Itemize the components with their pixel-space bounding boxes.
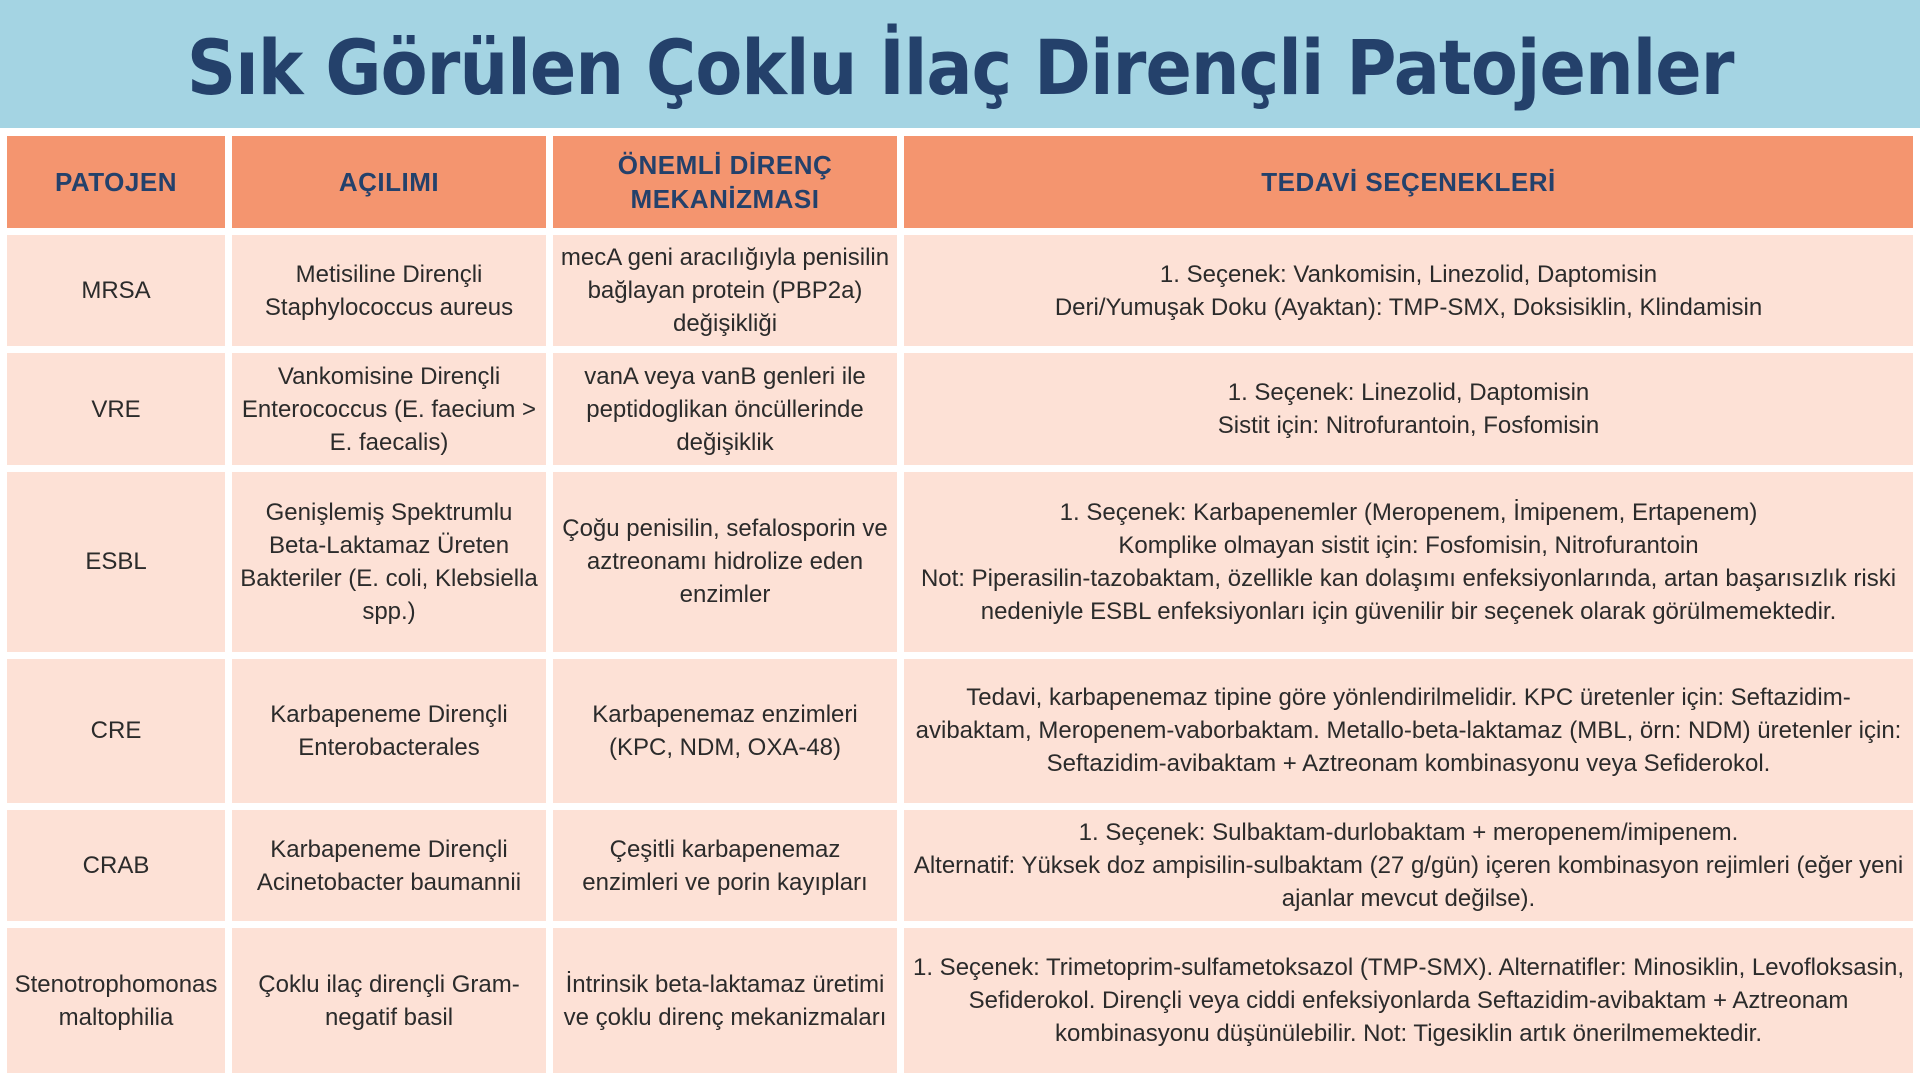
title-banner <box>0 0 1920 128</box>
table-row <box>7 810 1913 921</box>
cell-treatment <box>904 235 1913 346</box>
treatment-line: Komplike olmayan sistit için: Fosfomisin, Nitrofurantoin <box>1118 531 1699 559</box>
cell-treatment <box>904 659 1913 803</box>
table-header-row <box>7 136 1913 228</box>
table-row <box>7 472 1913 652</box>
cell-treatment <box>904 472 1913 652</box>
cell-mechanism: Karbapenemaz enzimleri (KPC, NDM, OXA-48) <box>553 659 897 803</box>
treatment-line: 1. Seçenek: Karbapenemler (Meropenem, İmipenem, Ertapenem) <box>1059 498 1758 526</box>
cell-pathogen: Stenotrophomonas maltophilia <box>7 928 225 1073</box>
header-expansion: AÇILIMI <box>232 136 546 228</box>
cell-expansion: Karbapeneme Dirençli Acinetobacter baumannii <box>232 810 546 921</box>
table-row <box>7 659 1913 803</box>
cell-mechanism: İntrinsik beta-laktamaz üretimi ve çoklu direnç mekanizmaları <box>553 928 897 1073</box>
cell-mechanism: Çeşitli karbapenemaz enzimleri ve porin kayıpları <box>553 810 897 921</box>
cell-treatment <box>904 810 1913 921</box>
page-title: Sık Görülen Çoklu İlaç Dirençli Patojenler <box>186 22 1734 112</box>
cell-mechanism: Çoğu penisilin, sefalosporin ve aztreonamı hidrolize eden enzimler <box>553 472 897 652</box>
cell-pathogen: CRE <box>7 659 225 803</box>
cell-mechanism: mecA geni aracılığıyla penisilin bağlayan protein (PBP2a) değişikliği <box>553 235 897 346</box>
cell-pathogen: CRAB <box>7 810 225 921</box>
treatment-line: Sistit için: Nitrofurantoin, Fosfomisin <box>1217 412 1600 440</box>
cell-expansion: Metisiline Dirençli Staphylococcus aureus <box>232 235 546 346</box>
treatment-line: 1. Seçenek: Linezolid, Daptomisin <box>1227 379 1590 407</box>
cell-mechanism: vanA veya vanB genleri ile peptidoglikan öncüllerinde değişiklik <box>553 353 897 464</box>
treatment-line: Alternatif: Yüksek doz ampisilin-sulbaktam (27 g/gün) içeren kombinasyon rejimleri (eğer yeni ajanlar mevcut değilse). <box>913 852 1904 913</box>
table-row <box>7 928 1913 1073</box>
treatment-line: 1. Seçenek: Sulbaktam-durlobaktam + meropenem/imipenem. <box>1078 819 1739 847</box>
table-row <box>7 353 1913 464</box>
cell-expansion: Genişlemiş Spektrumlu Beta-Laktamaz Üreten Bakteriler (E. coli, Klebsiella spp.) <box>232 472 546 652</box>
cell-expansion: Vankomisine Dirençli Enterococcus (E. faecium > E. faecalis) <box>232 353 546 464</box>
cell-pathogen: MRSA <box>7 235 225 346</box>
treatment-line: Tedavi, karbapenemaz tipine göre yönlendirilmelidir. KPC üretenler için: Seftazidim-avibaktam, Meropenem-vaborbaktam. Metallo-beta-laktamaz (MBL, örn: NDM) üretenler için: Seftazidim-avibaktam + Aztreonam kombinasyonu veya Sefiderokol. <box>915 684 1902 778</box>
cell-treatment <box>904 928 1913 1073</box>
treatment-line: Deri/Yumuşak Doku (Ayaktan): TMP-SMX, Doksisiklin, Klindamisin <box>1054 293 1763 321</box>
table-row <box>7 235 1913 346</box>
header-pathogen: PATOJEN <box>7 136 225 228</box>
treatment-line: 1. Seçenek: Trimetoprim-sulfametoksazol (TMP-SMX). Alternatifler: Minosiklin, Levofloksasin, Sefiderokol. Dirençli veya ciddi enfeksiyonlarda Seftazidim-avibaktam + Aztreonam kombinasyonu düşünülebilir. Not: Tigesiklin artık önerilmemektedir. <box>913 954 1904 1048</box>
cell-treatment <box>904 353 1913 464</box>
cell-pathogen: ESBL <box>7 472 225 652</box>
treatment-line: 1. Seçenek: Vankomisin, Linezolid, Daptomisin <box>1159 260 1658 288</box>
pathogen-table <box>0 129 1920 1080</box>
treatment-line: Not: Piperasilin-tazobaktam, özellikle kan dolaşımı enfeksiyonlarında, artan başarısızlık riski nedeniyle ESBL enfeksiyonları için güvenilir bir seçenek olarak görülmemektedir. <box>920 564 1897 625</box>
header-treatment: TEDAVİ SEÇENEKLERİ <box>904 136 1913 228</box>
header-mechanism: ÖNEMLİ DİRENÇ MEKANİZMASI <box>553 136 897 228</box>
cell-expansion: Karbapeneme Dirençli Enterobacterales <box>232 659 546 803</box>
cell-pathogen: VRE <box>7 353 225 464</box>
cell-expansion: Çoklu ilaç dirençli Gram-negatif basil <box>232 928 546 1073</box>
